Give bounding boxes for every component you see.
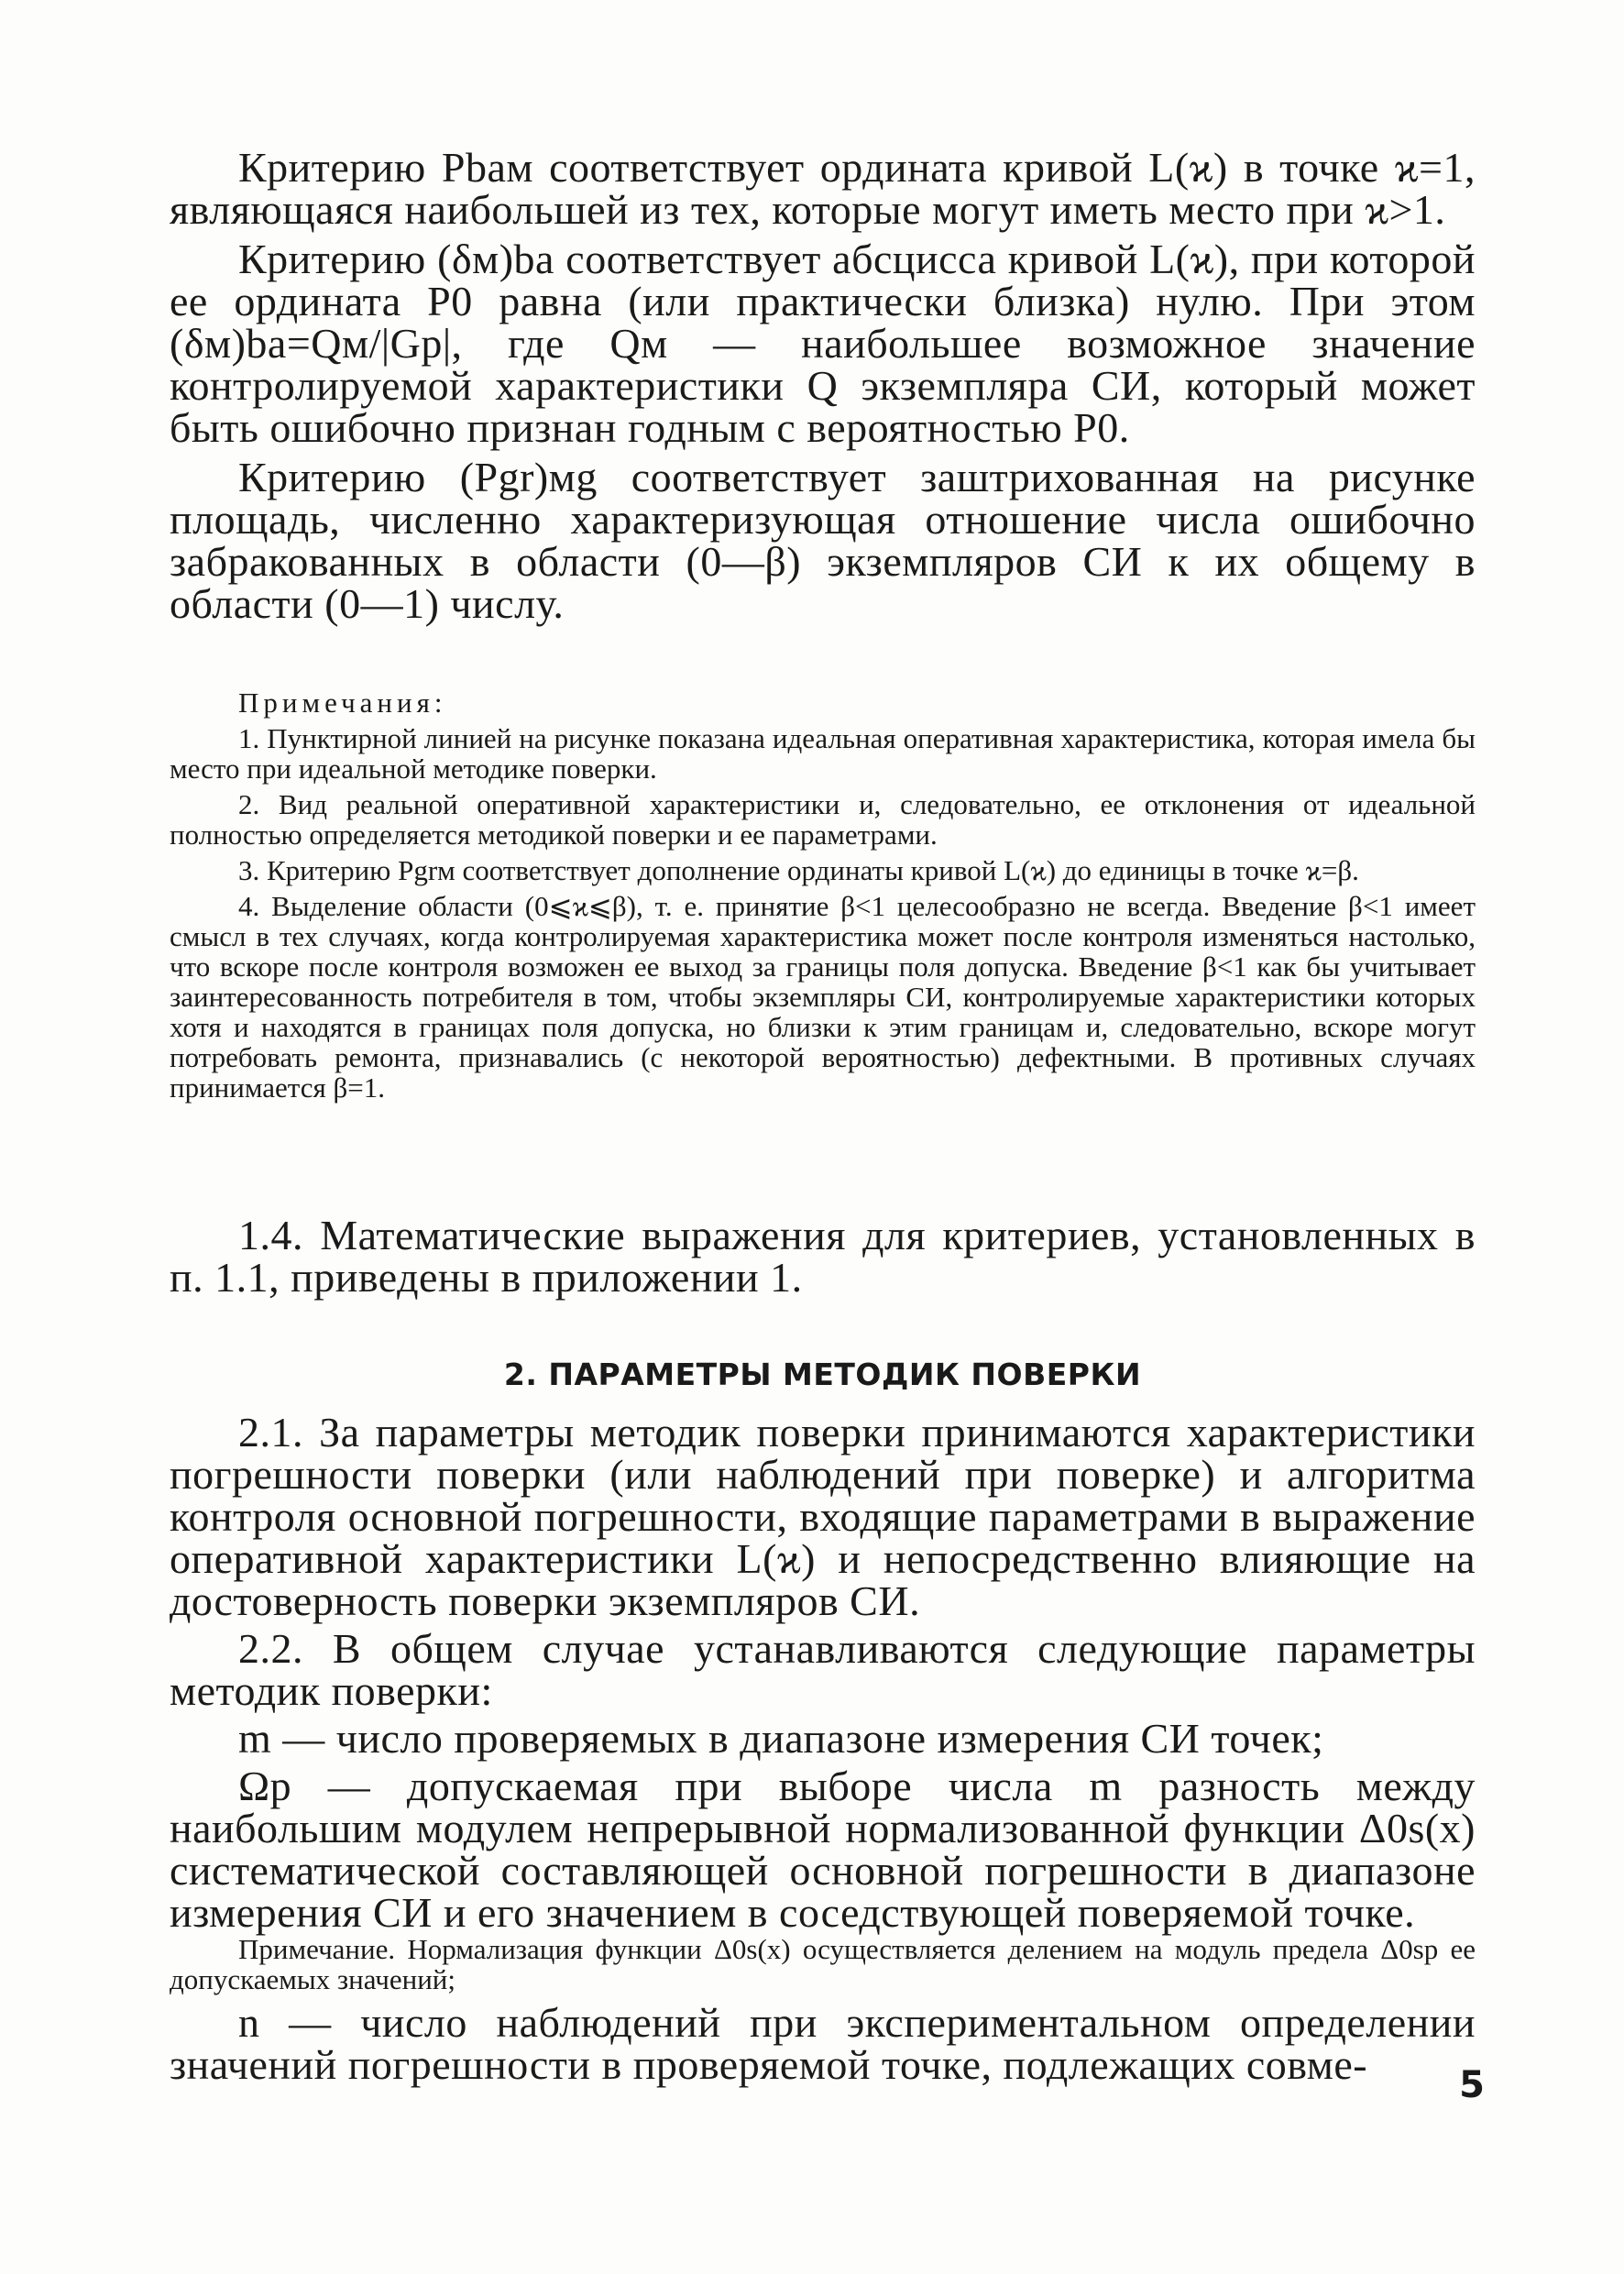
- paragraph-criterion-pgr: Критерию (Pgr)мg соответствует заштрихованная на рисунке площадь, численно характеризующая отношение числа ошибочно забракованных в области (0—β) экземпляров СИ к их общему в области (0—1) числу.: [170, 454, 1476, 627]
- list-item-m: m — число проверяемых в диапазоне измерения СИ точек;: [238, 1715, 1324, 1762]
- paragraph-1-4: 1.4. Математические выражения для критериев, установленных в п. 1.1, приведены в приложении 1.: [170, 1212, 1476, 1301]
- normalization-block: [170, 1934, 1476, 2086]
- note-normalization: Примечание. Нормализация функции Δ0s(x) осуществляется делением на модуль предела Δ0sp ее допускаемых значений;: [170, 1933, 1476, 1995]
- criteria-block: [170, 144, 1476, 627]
- note-item: 2. Вид реальной оперативной характеристики и, следовательно, ее отклонения от идеальной полностью определяется методикой поверки и ее параметрами.: [170, 788, 1476, 851]
- note-item: 3. Критерию Pgrм соответствует дополнение ординаты кривой L(ϰ) до единицы в точке ϰ=β.: [238, 854, 1359, 886]
- page-number: 5: [1459, 2064, 1485, 2106]
- paragraph-criterion-pbam: Критерию Pbaм соответствует ордината кривой L(ϰ) в точке ϰ=1, являющаяся наибольшей из тех, которые могут иметь место при ϰ>1.: [170, 144, 1476, 233]
- paragraph-criterion-delta: Критерию (δм)ba соответствует абсцисса кривой L(ϰ), при которой ее ордината P0 равна (или практически близка) нулю. При этом (δм)ba=Qм/|Gp|, где Qм — наибольшее возможное значение контролируемой характеристики Q экземпляра СИ, который может быть ошибочно признан годным с вероятностью P0.: [170, 236, 1476, 451]
- section-1-4: [170, 1214, 1476, 1299]
- note-item: 4. Выделение области (0⩽ϰ⩽β), т. е. принятие β<1 целесообразно не всегда. Введение β<1 имеет смысл в тех случаях, когда контролируемая характеристика может после контроля изменяться настолько, что вскоре после контроля возможен ее выход за границы поля допуска. Введение β<1 как бы учитывает заинтересованность потребителя в том, чтобы экземпляры СИ, контролируемые характеристики которых хотя и находятся в границах поля допуска, но близки к этим границам и, следовательно, вскоре могут потребовать ремонта, признавались (с некоторой вероятностью) дефектными. В противных случаях принимается β=1.: [170, 890, 1476, 1104]
- section-2-block: [170, 1409, 1476, 1936]
- list-item-n: n — число наблюдений при экспериментальном определении значений погрешности в проверяемой точке, подлежащих совме-: [170, 1999, 1476, 2088]
- paragraph-2-2: 2.2. В общем случае устанавливаются следующие параметры методик поверки:: [170, 1625, 1476, 1714]
- note-item: 1. Пунктирной линией на рисунке показана идеальная оперативная характеристика, которая имела бы место при идеальной методике поверки.: [170, 722, 1476, 785]
- list-item-omega: Ωp — допускаемая при выборе числа m разность между наибольшим модулем непрерывной нормализованной функции Δ0s(x) систематической составляющей основной погрешности в диапазоне измерения СИ и его значением в соседствующей поверяемой точке.: [170, 1763, 1476, 1936]
- notes-heading: Примечания:: [238, 687, 447, 719]
- section-heading-block: [170, 1357, 1476, 1392]
- paragraph-2-1: 2.1. За параметры методик поверки принимаются характеристики погрешности поверки (или наблюдений при поверке) и алгоритма контроля основной погрешности, входящие параметрами в выражение оперативной характеристики L(ϰ) и непосредственно влияющие на достоверность поверки экземпляров СИ.: [170, 1409, 1476, 1624]
- section-heading: 2. ПАРАМЕТРЫ МЕТОДИК ПОВЕРКИ: [503, 1357, 1142, 1392]
- notes-block: [170, 687, 1476, 1103]
